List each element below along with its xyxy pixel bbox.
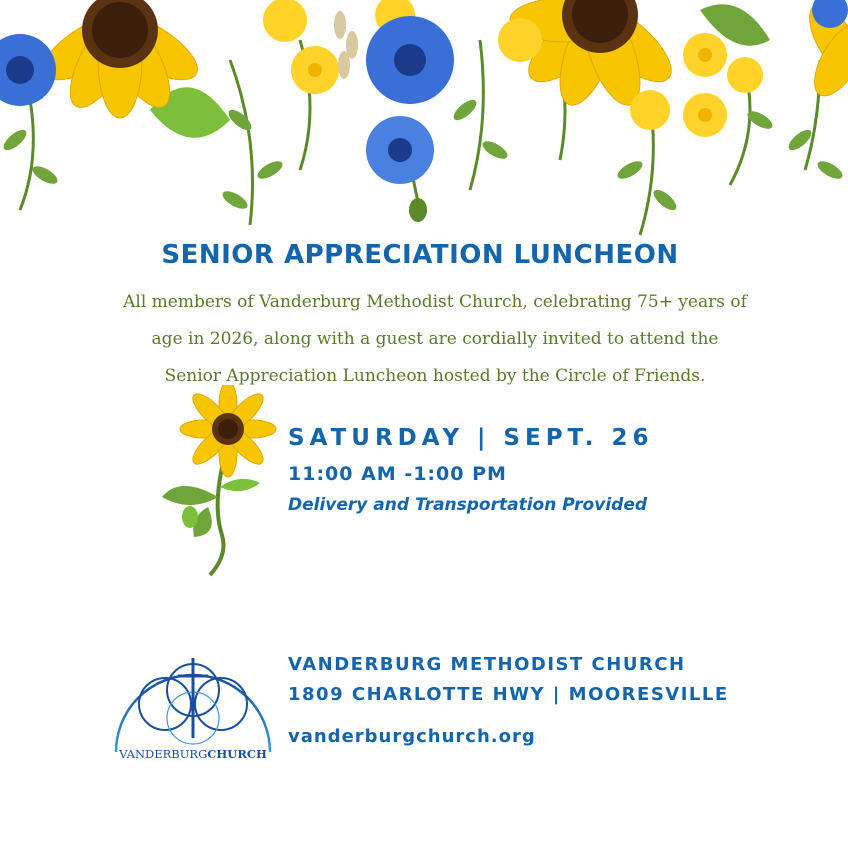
- event-note: Delivery and Transportation Provided: [288, 495, 648, 515]
- event-details: [288, 425, 654, 515]
- floral-header-illustration: [0, 0, 848, 240]
- church-info: [288, 650, 729, 747]
- church-name: VANDERBURG METHODIST CHURCH: [288, 654, 686, 675]
- church-address: 1809 CHARLOTTE HWY | MOORESVILLE: [288, 684, 729, 705]
- invitation-line: All members of Vanderburg Methodist Church, celebrating 75+ years of: [123, 292, 747, 312]
- logo-text-bold: CHURCH: [207, 747, 267, 761]
- logo-text-regular: VANDERBURG: [119, 747, 208, 761]
- event-time: 11:00 AM -1:00 PM: [288, 463, 507, 485]
- invitation-text: [40, 284, 830, 395]
- page-title: SENIOR APPRECIATION LUNCHEON: [161, 240, 679, 270]
- event-date: SATURDAY | SEPT. 26: [288, 425, 654, 451]
- church-website-link[interactable]: vanderburgchurch.org: [288, 726, 536, 747]
- sunflower-icon: [150, 385, 280, 580]
- invitation-line: Senior Appreciation Luncheon hosted by the Circle of Friends.: [164, 366, 706, 386]
- invitation-line: age in 2026, along with a guest are cordially invited to attend the: [151, 329, 719, 349]
- church-logo-icon: [108, 622, 278, 767]
- svg-text:VANDERBURGCHURCH: [118, 747, 267, 761]
